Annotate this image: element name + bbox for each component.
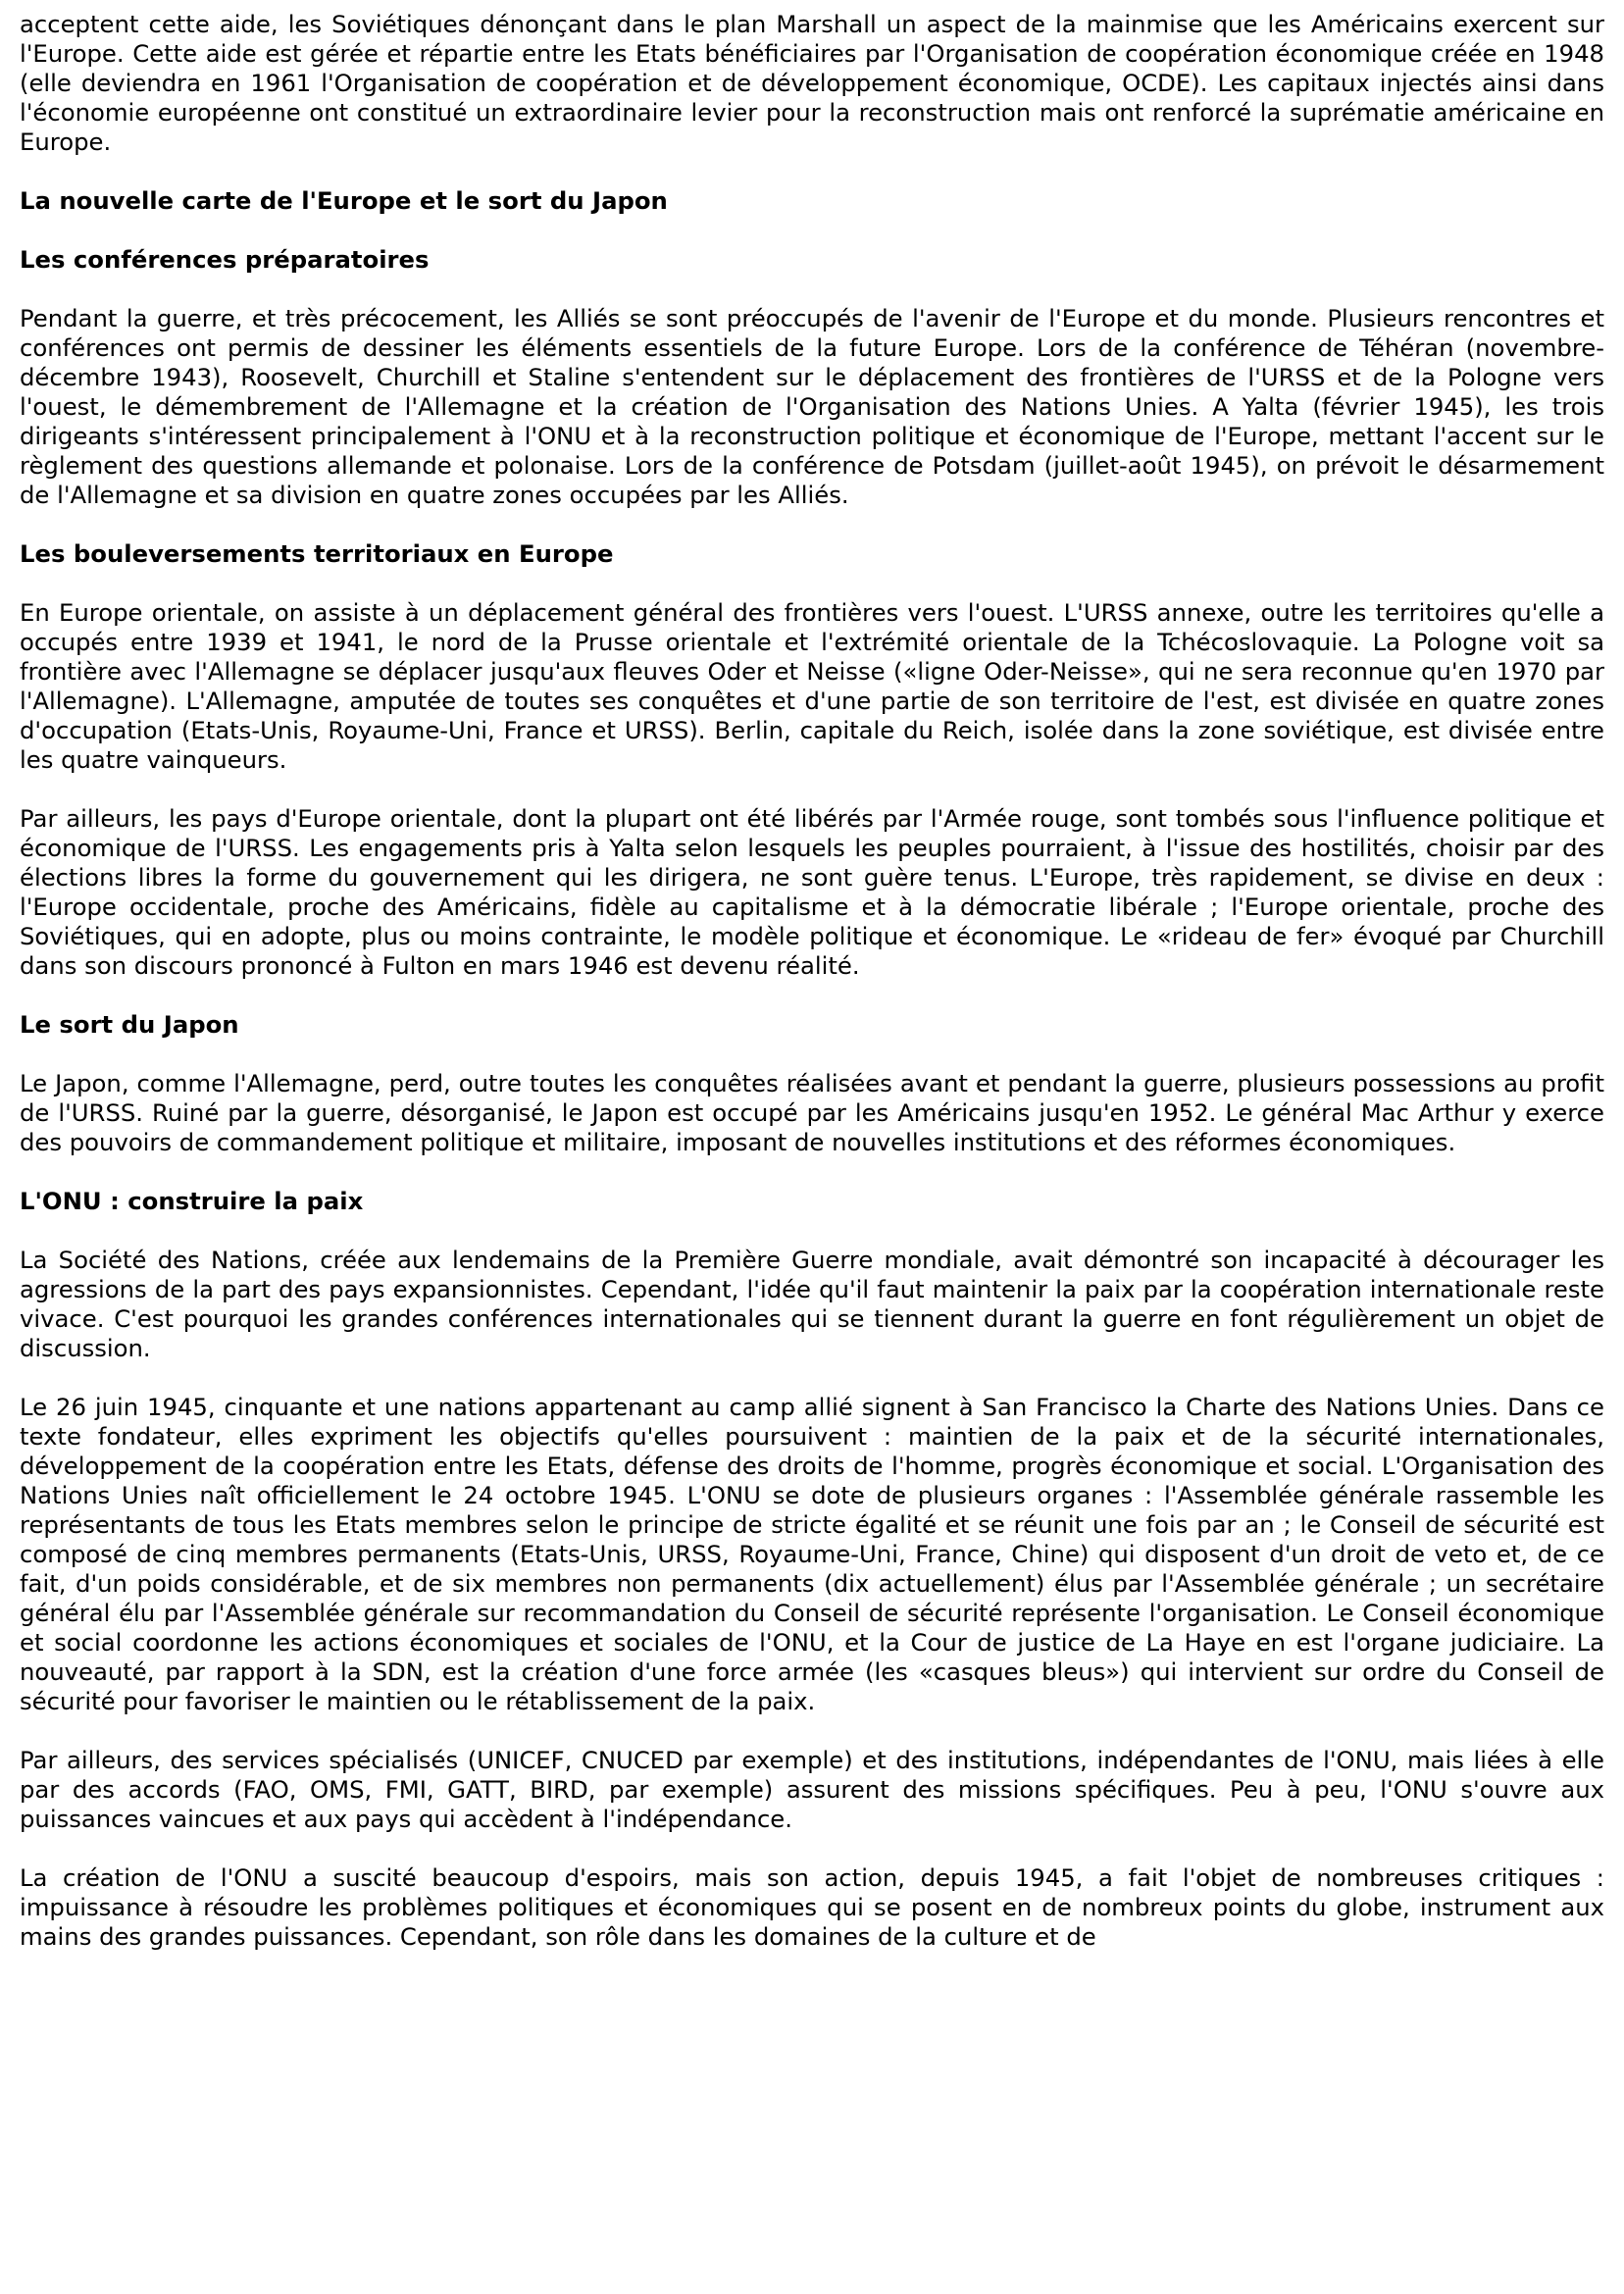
subheading-preparatory-conferences: Les conférences préparatoires [20, 245, 430, 274]
subheading-territorial-upheavals: Les bouleversements territoriaux en Europe [20, 539, 614, 568]
paragraph-marshall-plan: acceptent cette aide, les Soviétiques dénonçant dans le plan Marshall un aspect de la mainmise que les Américains exercent sur l'Europe. Cette aide est gérée et répartie entre les Etats bénéficiaires par l'Organisation de coopération économique créée en 1948 (elle deviendra en 1961 l'Organisation de coopération et de développement économique, OCDE). Les capitaux injectés ainsi dans l'économie européenne ont constitué un extraordinaire levier pour la reconstruction mais ont renforcé la suprématie américaine en Europe. [20, 10, 1604, 156]
document-page [20, 10, 1604, 1981]
subheading-japan-fate: Le sort du Japon [20, 1010, 239, 1039]
paragraph-conferences: Pendant la guerre, et très précocement, les Alliés se sont préoccupés de l'avenir de l'Europe et du monde. Plusieurs rencontres et conférences ont permis de dessiner les éléments essentiels de la future Europe. Lors de la conférence de Téhéran (novembre-décembre 1943), Roosevelt, Churchill et Staline s'entendent sur le déplacement des frontières de l'URSS et de la Pologne vers l'ouest, le démembrement de l'Allemagne et la création de l'Organisation des Nations Unies. A Yalta (février 1945), les trois dirigeants s'intéressent principalement à l'ONU et à la reconstruction politique et économique de l'Europe, mettant l'accent sur le règlement des questions allemande et polonaise. Lors de la conférence de Potsdam (juillet-août 1945), on prévoit le désarmement de l'Allemagne et sa division en quatre zones occupées par les Alliés. [20, 304, 1604, 509]
paragraph-japan: Le Japon, comme l'Allemagne, perd, outre toutes les conquêtes réalisées avant et pendant la guerre, plusieurs possessions au profit de l'URSS. Ruiné par la guerre, désorganisé, le Japon est occupé par les Américains jusqu'en 1952. Le général Mac Arthur y exerce des pouvoirs de commandement politique et militaire, imposant de nouvelles institutions et des réformes économiques. [20, 1069, 1604, 1156]
paragraph-eastern-europe: Par ailleurs, les pays d'Europe orientale, dont la plupart ont été libérés par l'Armée rouge, sont tombés sous l'influence politique et économique de l'URSS. Les engagements pris à Yalta selon lesquels les peuples pourraient, à l'issue des hostilités, choisir par des élections libres la forme du gouvernement qui les dirigera, ne sont guère tenus. L'Europe, très rapidement, se divise en deux : l'Europe occidentale, proche des Américains, fidèle au capitalisme et à la démocratie libérale ; l'Europe orientale, proche des Soviétiques, qui en adopte, plus ou moins contrainte, le modèle politique et économique. Le «rideau de fer» évoqué par Churchill dans son discours prononcé à Fulton en mars 1946 est devenu réalité. [20, 804, 1604, 980]
paragraph-specialized-agencies: Par ailleurs, des services spécialisés (UNICEF, CNUCED par exemple) et des institutions, indépendantes de l'ONU, mais liées à elle par des accords (FAO, OMS, FMI, GATT, BIRD, par exemple) assurent des missions spécifiques. Peu à peu, l'ONU s'ouvre aux puissances vaincues et aux pays qui accèdent à l'indépendance. [20, 1746, 1604, 1833]
paragraph-borders-shift: En Europe orientale, on assiste à un déplacement général des frontières vers l'ouest. L'URSS annexe, outre les territoires qu'elle a occupés entre 1939 et 1941, le nord de la Prusse orientale et l'extrémité orientale de la Tchécoslovaquie. La Pologne voit sa frontière avec l'Allemagne se déplacer jusqu'aux fleuves Oder et Neisse («ligne Oder-Neisse», qui ne sera reconnue qu'en 1970 par l'Allemagne). L'Allemagne, amputée de toutes ses conquêtes et d'une partie de son territoire de l'est, est divisée en quatre zones d'occupation (Etats-Unis, Royaume-Uni, France et URSS). Berlin, capitale du Reich, isolée dans la zone soviétique, est divisée entre les quatre vainqueurs. [20, 598, 1604, 774]
paragraph-un-criticism: La création de l'ONU a suscité beaucoup d'espoirs, mais son action, depuis 1945, a fait l'objet de nombreuses critiques : impuissance à résoudre les problèmes politiques et économiques qui se posent en de nombreux points du globe, instrument aux mains des grandes puissances. Cependant, son rôle dans les domaines de la culture et de [20, 1863, 1604, 1951]
section-heading-new-map: La nouvelle carte de l'Europe et le sort du Japon [20, 186, 668, 215]
paragraph-league-of-nations: La Société des Nations, créée aux lendemains de la Première Guerre mondiale, avait démontré son incapacité à décourager les agressions de la part des pays expansionnistes. Cependant, l'idée qu'il faut maintenir la paix par la coopération internationale reste vivace. C'est pourquoi les grandes conférences internationales qui se tiennent durant la guerre en font régulièrement un objet de discussion. [20, 1246, 1604, 1362]
section-heading-onu: L'ONU : construire la paix [20, 1187, 364, 1215]
paragraph-un-charter: Le 26 juin 1945, cinquante et une nations appartenant au camp allié signent à San Francisco la Charte des Nations Unies. Dans ce texte fondateur, elles expriment les objectifs qu'elles poursuivent : maintien de la paix et de la sécurité internationales, développement de la coopération entre les Etats, défense des droits de l'homme, progrès économique et social. L'Organisation des Nations Unies naît officiellement le 24 octobre 1945. L'ONU se dote de plusieurs organes : l'Assemblée générale rassemble les représentants de tous les Etats membres selon le principe de stricte égalité et se réunit une fois par an ; le Conseil de sécurité est composé de cinq membres permanents (Etats-Unis, URSS, Royaume-Uni, France, Chine) qui disposent d'un droit de veto et, de ce fait, d'un poids considérable, et de six membres non permanents (dix actuellement) élus par l'Assemblée générale ; un secrétaire général élu par l'Assemblée générale sur recommandation du Conseil de sécurité représente l'organisation. Le Conseil économique et social coordonne les actions économiques et sociales de l'ONU, et la Cour de justice de La Haye en est l'organe judiciaire. La nouveauté, par rapport à la SDN, est la création d'une force armée (les «casques bleus») qui intervient sur ordre du Conseil de sécurité pour favoriser le maintien ou le rétablissement de la paix. [20, 1393, 1604, 1715]
